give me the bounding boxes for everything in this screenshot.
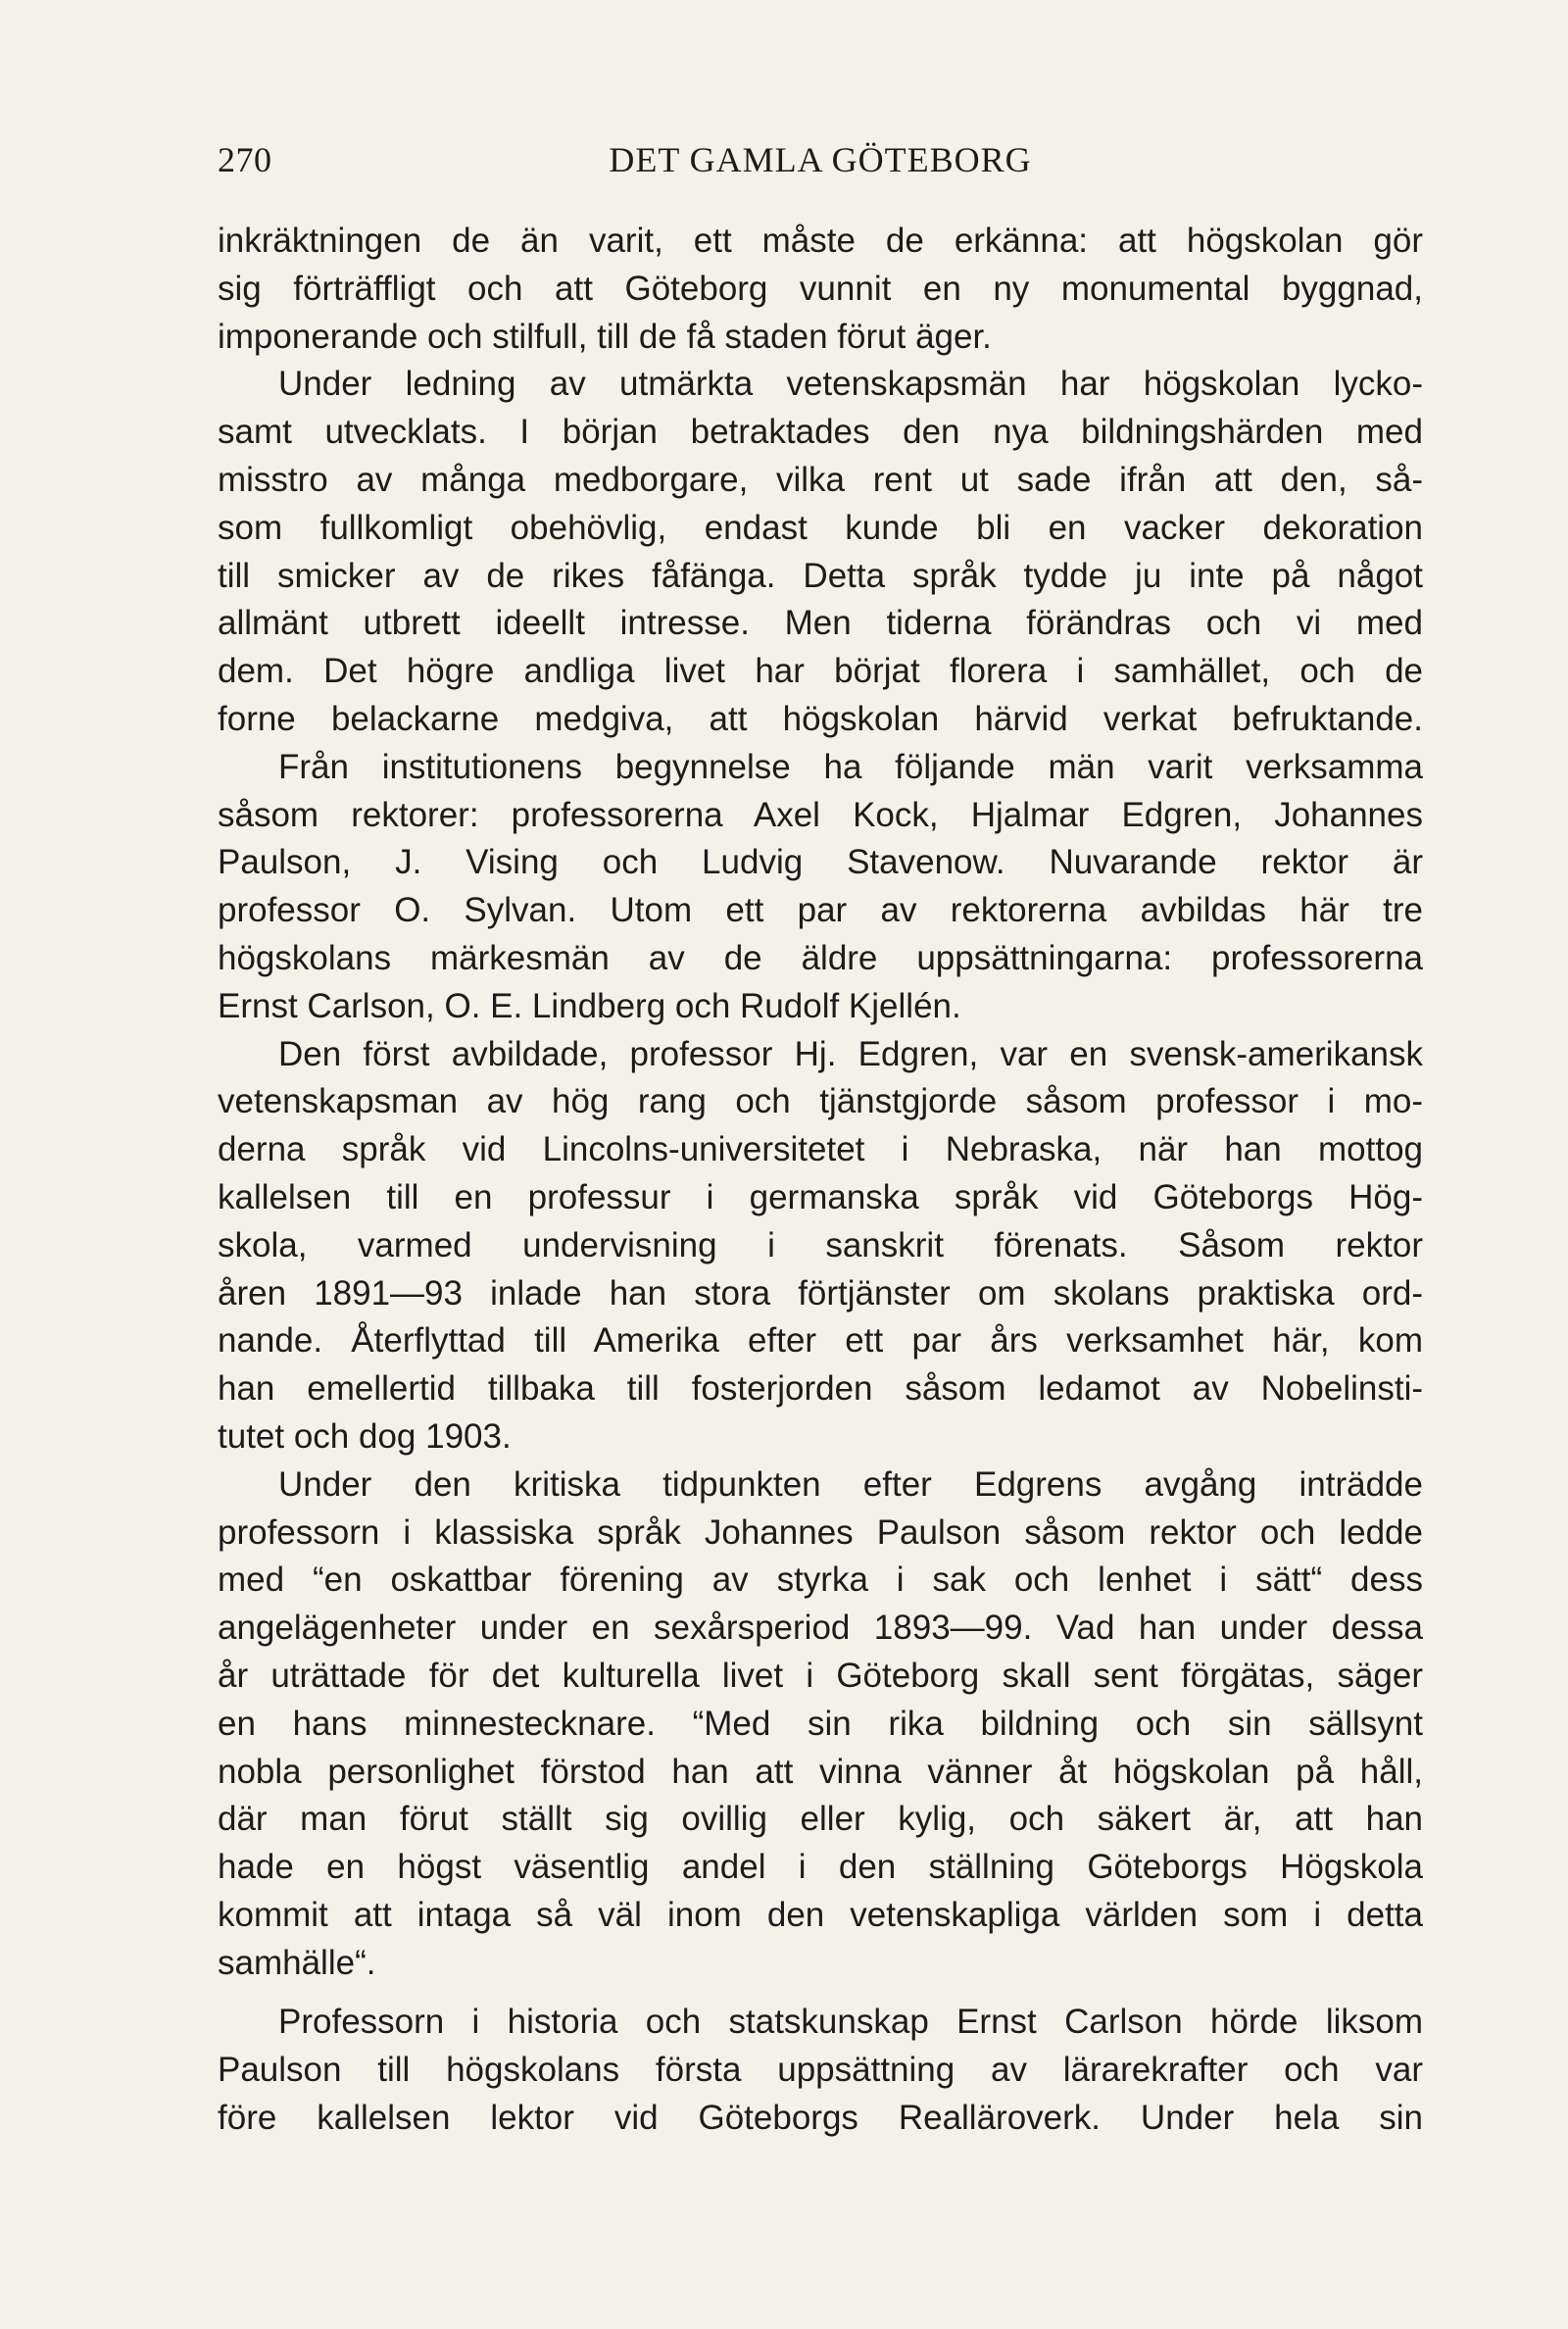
text-line: nande. Återflyttad till Amerika efter ett par års verksamhet här, kom bbox=[218, 1321, 1423, 1361]
text-line: kommit att intaga så väl inom den vetenskapliga världen som i detta bbox=[218, 1895, 1423, 1934]
text-line: skola, varmed undervisning i sanskrit förenats. Såsom rektor bbox=[218, 1225, 1423, 1264]
text-line: vetenskapsman av hög rang och tjänstgjorde såsom professor i mo- bbox=[218, 1082, 1423, 1121]
text-line: till smicker av de rikes fåfänga. Detta språk tydde ju inte på något bbox=[218, 556, 1423, 595]
text-line: Under ledning av utmärkta vetenskapsmän har högskolan lycko- bbox=[278, 365, 1423, 404]
text-line: åren 1891—93 inlade han stora förtjänster om skolans praktiska ord- bbox=[218, 1273, 1423, 1313]
page-number: 270 bbox=[218, 140, 272, 179]
text-line: professorn i klassiska språk Johannes Paulson såsom rektor och ledde bbox=[218, 1512, 1423, 1552]
text-line: imponerande och stilfull, till de få staden förut äger. bbox=[218, 317, 992, 356]
text-line: allmänt utbrett ideellt intresse. Men tiderna förändras och vi med bbox=[218, 604, 1423, 643]
text-line: Från institutionens begynnelse ha följande män varit verksamma bbox=[278, 747, 1423, 786]
text-line: före kallelsen lektor vid Göteborgs Realläroverk. Under hela sin bbox=[218, 2099, 1423, 2138]
text-line: Ernst Carlson, O. E. Lindberg och Rudolf Kjellén. bbox=[218, 986, 961, 1025]
text-line: kallelsen till en professur i germanska språk vid Göteborgs Hög- bbox=[218, 1177, 1423, 1216]
text-line: med “en oskattbar förening av styrka i sak och lenhet i sätt“ dess bbox=[218, 1561, 1423, 1600]
text-line: såsom rektorer: professorerna Axel Kock, Hjalmar Edgren, Johannes bbox=[218, 795, 1423, 834]
text-line: hade en högst väsentlig andel i den ställning Göteborgs Högskola bbox=[218, 1848, 1423, 1887]
text-line: Paulson till högskolans första uppsättning av lärarekrafter och var bbox=[218, 2051, 1423, 2090]
text-line: angelägenheter under en sexårsperiod 1893—99. Vad han under dessa bbox=[218, 1609, 1423, 1648]
text-line: samhälle“. bbox=[218, 1943, 376, 1982]
text-line: inkräktningen de än varit, ett måste de erkänna: att högskolan gör bbox=[218, 222, 1423, 260]
text-line: högskolans märkesmän av de äldre uppsättningarna: professorerna bbox=[218, 938, 1423, 977]
text-line: forne belackarne medgiva, att högskolan härvid verkat befruktande. bbox=[218, 699, 1423, 738]
body-text bbox=[218, 218, 1423, 2143]
text-line: derna språk vid Lincolns-universitetet i Nebraska, när han mottog bbox=[218, 1130, 1423, 1169]
text-line: nobla personlighet förstod han att vinna vänner åt högskolan på håll, bbox=[218, 1752, 1423, 1791]
text-line: han emellertid tillbaka till fosterjorden såsom ledamot av Nobelinsti- bbox=[218, 1369, 1423, 1409]
text-line: sig förträffligt och att Göteborg vunnit en ny monumental byggnad, bbox=[218, 269, 1423, 308]
running-title: DET GAMLA GÖTEBORG bbox=[609, 140, 1032, 179]
text-line: professor O. Sylvan. Utom ett par av rektorerna avbildas här tre bbox=[218, 891, 1423, 930]
text-line: där man förut ställt sig ovillig eller kylig, och säkert är, att han bbox=[218, 1800, 1423, 1839]
text-line: dem. Det högre andliga livet har börjat florera i samhället, och de bbox=[218, 652, 1423, 691]
text-line: Den först avbildade, professor Hj. Edgren, var en svensk-amerikansk bbox=[278, 1034, 1423, 1073]
text-line: som fullkomligt obehövlig, endast kunde bli en vacker dekoration bbox=[218, 508, 1423, 547]
page-header bbox=[218, 139, 1423, 188]
text-line: Paulson, J. Vising och Ludvig Stavenow. Nuvarande rektor är bbox=[218, 843, 1423, 882]
text-line: samt utvecklats. I början betraktades den nya bildningshärden med bbox=[218, 413, 1423, 452]
text-line: Professorn i historia och statskunskap Ernst Carlson hörde liksom bbox=[278, 2003, 1423, 2042]
text-line: tutet och dog 1903. bbox=[218, 1416, 512, 1456]
text-line: misstro av många medborgare, vilka rent ut sade ifrån att den, så- bbox=[218, 460, 1423, 499]
text-line: en hans minnestecknare. “Med sin rika bildning och sin sällsynt bbox=[218, 1704, 1423, 1743]
text-line: Under den kritiska tidpunkten efter Edgrens avgång inträdde bbox=[278, 1464, 1423, 1504]
text-line: år uträttade för det kulturella livet i Göteborg skall sent förgätas, säger bbox=[218, 1656, 1423, 1695]
